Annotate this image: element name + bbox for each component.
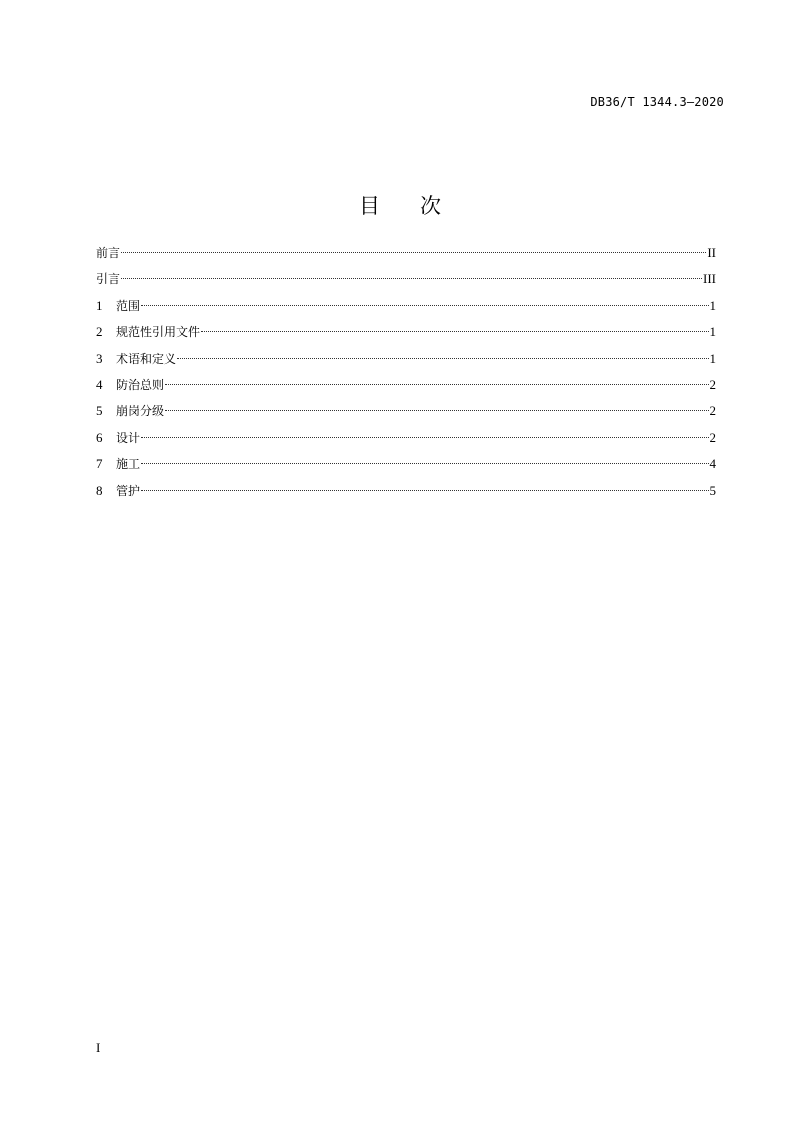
toc-entry-terms-definitions[interactable] (96, 346, 716, 372)
document-code: DB36/T 1344.3—2020 (590, 95, 724, 109)
toc-title-part2: 次 (420, 194, 441, 219)
toc-entry-page: III (703, 271, 716, 287)
toc-entry-scope[interactable] (96, 293, 716, 319)
toc-entry-label: 崩岗分级 (116, 404, 165, 419)
toc-leader (165, 410, 708, 411)
toc-leader (177, 358, 708, 359)
toc-entry-page: II (707, 245, 716, 260)
toc-entry-number: 5 (96, 403, 103, 419)
toc-entry-classification[interactable] (96, 398, 716, 424)
toc-entry-label: 管护 (116, 483, 141, 498)
toc-entry-maintenance[interactable] (96, 478, 716, 504)
toc-entry-construction[interactable] (96, 451, 716, 477)
toc-entry-label: 术语和定义 (116, 351, 177, 366)
toc-entry-label: 范围 (116, 298, 141, 313)
toc-entry-page: 2 (709, 429, 716, 445)
toc-entry-foreword[interactable] (96, 240, 716, 266)
toc-title (0, 190, 800, 220)
toc-entry-page: 1 (709, 297, 716, 313)
toc-entry-number: 4 (96, 376, 103, 392)
toc-leader (165, 384, 708, 385)
toc-entry-number: 1 (96, 297, 103, 313)
toc-entry-general-principles[interactable] (96, 372, 716, 398)
toc-entry-label: 引言 (96, 272, 121, 287)
toc-entry-number: 7 (96, 456, 103, 472)
toc-leader (141, 305, 708, 306)
toc-entry-page: 5 (709, 482, 716, 498)
toc-entry-page: 2 (709, 376, 716, 392)
toc-leader (201, 331, 708, 332)
toc-leader (141, 437, 708, 438)
toc-entry-page: 2 (709, 403, 716, 419)
toc-entry-number: 6 (96, 429, 103, 445)
toc-list (96, 240, 716, 504)
toc-entry-number: 8 (96, 482, 103, 498)
toc-entry-page: 1 (709, 350, 716, 366)
toc-entry-label: 施工 (116, 457, 141, 472)
toc-entry-introduction[interactable] (96, 266, 716, 292)
footer-page-number: I (96, 1040, 101, 1055)
toc-entry-number: 2 (96, 324, 103, 340)
toc-entry-label: 设计 (116, 430, 141, 445)
toc-entry-page: 1 (709, 324, 716, 340)
toc-entry-label: 规范性引用文件 (116, 325, 201, 340)
toc-entry-normative-references[interactable] (96, 319, 716, 345)
toc-leader (141, 463, 708, 464)
toc-leader (141, 490, 708, 491)
toc-entry-label: 前言 (96, 246, 121, 260)
toc-entry-page: 4 (709, 456, 716, 472)
toc-leader (121, 252, 706, 253)
toc-entry-number: 3 (96, 350, 103, 366)
toc-entry-label: 防治总则 (116, 377, 165, 392)
toc-entry-design[interactable] (96, 425, 716, 451)
toc-title-part1: 目 (359, 194, 380, 219)
toc-leader (121, 278, 702, 279)
